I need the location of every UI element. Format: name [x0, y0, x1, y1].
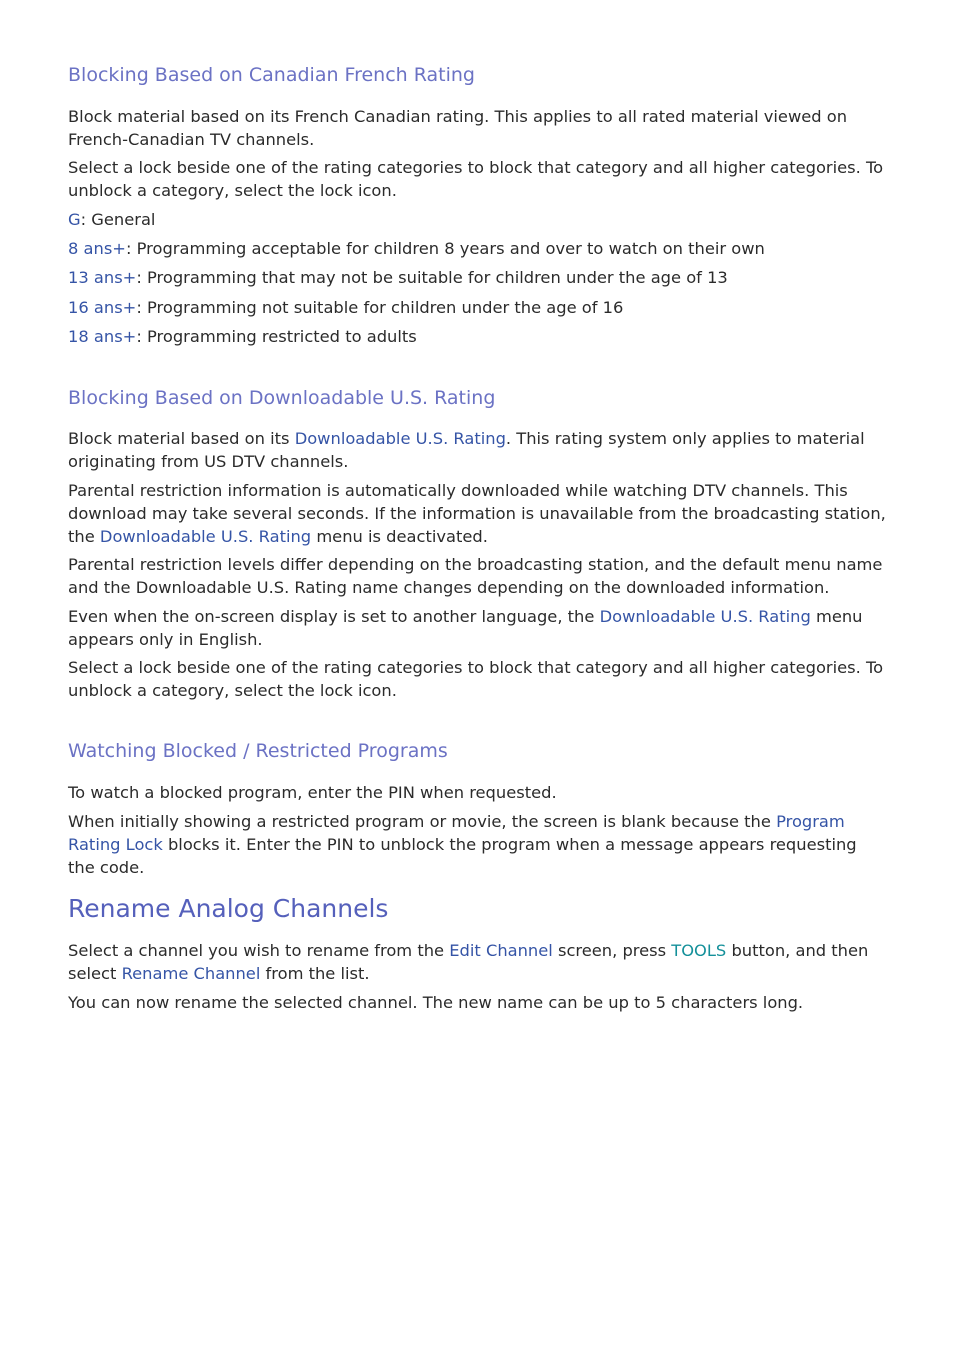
french-paragraph-1: Block material based on its French Canadian rating. This applies to all rated material viewed on French-Canadian TV channels.: [68, 107, 848, 149]
text-run: Block material based on its: [68, 429, 295, 448]
rating-term: 18 ans+: [68, 327, 137, 346]
rating-desc: : General: [80, 210, 156, 229]
rating-term: G: [68, 210, 81, 229]
text-run: menu appears only in English.: [68, 607, 863, 649]
heading-watching-blocked: Watching Blocked / Restricted Programs: [68, 740, 448, 762]
rating-item-8: [68, 237, 888, 260]
menu-term: Downloadable U.S. Rating: [599, 607, 811, 626]
downloadable-paragraph-3: Parental restriction levels differ depending on the broadcasting station, and the default menu name and the Downloadable U.S. Rating name changes depending on the downloaded information.: [68, 555, 883, 597]
heading-rename-analog-channels: Rename Analog Channels: [68, 894, 389, 923]
downloadable-paragraph-4: [68, 605, 888, 651]
text-run: Even when the on-screen display is set to another language, the: [68, 607, 600, 626]
rating-desc: : Programming not suitable for children under the age of 16: [136, 298, 624, 317]
text-run: . This rating system only applies to material originating from US DTV channels.: [68, 429, 865, 471]
rename-paragraph-1: [68, 939, 888, 985]
rating-term: 13 ans+: [68, 268, 137, 287]
text-run: Parental restriction information is automatically downloaded while watching DTV channels. This download may take several seconds. If the information is unavailable from the broadcasting station, the: [68, 481, 886, 546]
text-run: screen, press: [552, 941, 672, 960]
rename-paragraph-2: You can now rename the selected channel. The new name can be up to 5 characters long.: [68, 993, 804, 1012]
rating-item-13: [68, 266, 888, 289]
rating-desc: : Programming restricted to adults: [136, 327, 417, 346]
downloadable-paragraph-2: [68, 479, 888, 548]
downloadable-paragraph-5: Select a lock beside one of the rating categories to block that category and all higher categories. To unblock a category, select the lock icon.: [68, 658, 884, 700]
text-run: button, and then select: [68, 941, 869, 983]
menu-term: Program Rating Lock: [68, 812, 845, 854]
watching-paragraph-1: To watch a blocked program, enter the PIN when requested.: [68, 783, 557, 802]
downloadable-paragraph-1: [68, 427, 888, 473]
watching-paragraph-2: [68, 810, 888, 879]
menu-term-rename-channel: Rename Channel: [121, 964, 261, 983]
text-run: blocks it. Enter the PIN to unblock the program when a message appears requesting the code.: [68, 835, 857, 877]
rating-item-18: [68, 325, 888, 348]
text-run: menu is deactivated.: [311, 527, 488, 546]
rating-desc: : Programming acceptable for children 8 years and over to watch on their own: [125, 239, 765, 258]
rating-item-g: [68, 208, 888, 231]
rating-desc: : Programming that may not be suitable for children under the age of 13: [136, 268, 728, 287]
tools-button-label: TOOLS: [671, 941, 727, 960]
heading-canadian-french-rating: Blocking Based on Canadian French Rating: [68, 64, 475, 86]
rating-term: 8 ans+: [68, 239, 126, 258]
text-run: from the list.: [260, 964, 370, 983]
french-paragraph-2: Select a lock beside one of the rating categories to block that category and all higher categories. To unblock a category, select the lock icon.: [68, 158, 884, 200]
text-run: When initially showing a restricted program or movie, the screen is blank because the: [68, 812, 777, 831]
menu-term-edit-channel: Edit Channel: [449, 941, 553, 960]
menu-term: Downloadable U.S. Rating: [294, 429, 506, 448]
rating-term: 16 ans+: [68, 298, 137, 317]
heading-downloadable-us-rating: Blocking Based on Downloadable U.S. Rating: [68, 387, 496, 409]
text-run: Select a channel you wish to rename from the: [68, 941, 450, 960]
menu-term: Downloadable U.S. Rating: [99, 527, 312, 546]
rating-item-16: [68, 296, 888, 319]
